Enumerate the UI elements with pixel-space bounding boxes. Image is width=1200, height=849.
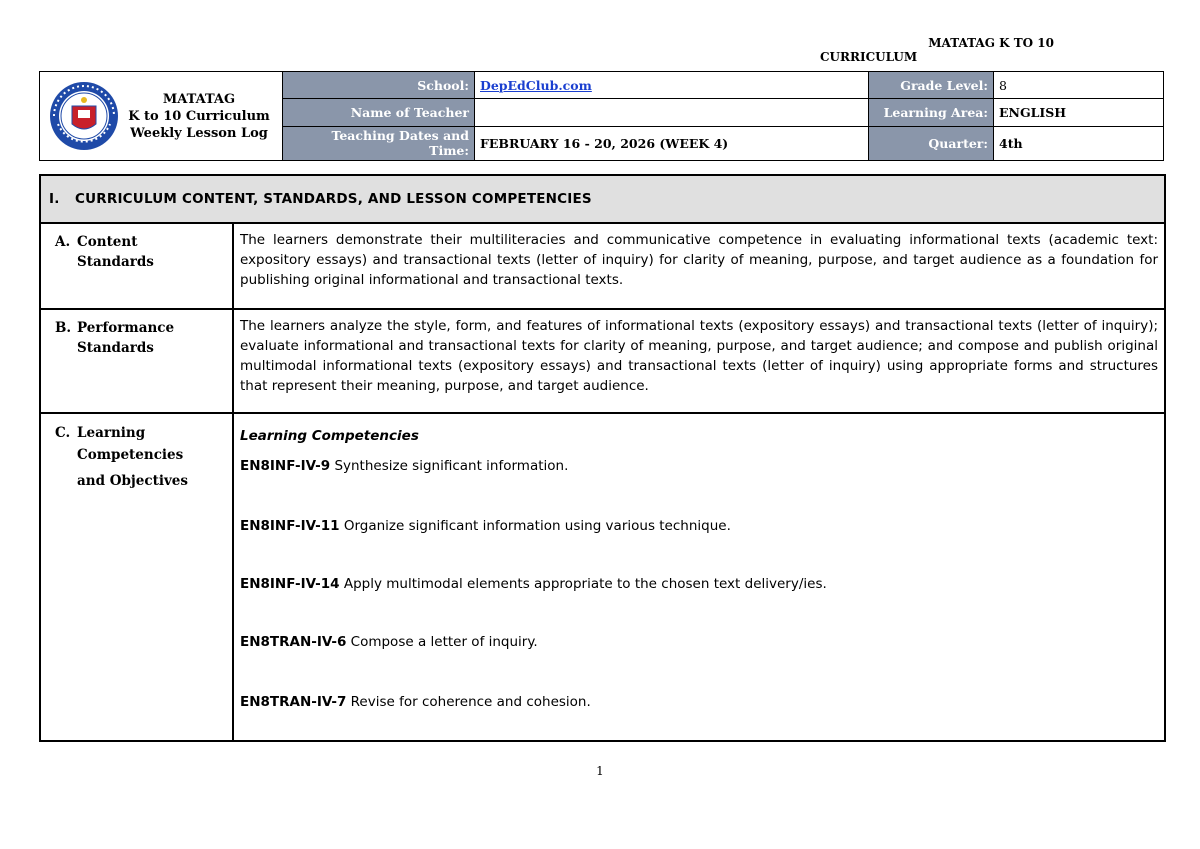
logo-title-block: [120, 91, 278, 142]
competency-item: [240, 574, 1158, 594]
logo-cell: [40, 72, 283, 161]
section-title: [40, 175, 1165, 223]
curriculum-header: [820, 36, 1060, 64]
content-standards-letter: A.: [55, 234, 71, 250]
competency-text: Apply multimodal elements appropriate to the chosen text delivery/ies.: [343, 576, 827, 592]
quarter-label: Quarter:: [869, 126, 994, 160]
performance-standards-letter: B.: [55, 320, 72, 336]
performance-standards-label: [40, 309, 233, 413]
learning-competencies-label-1: Learning: [77, 425, 146, 441]
content-standards-label-2: Standards: [77, 254, 154, 270]
school-value: [475, 72, 869, 99]
school-link[interactable]: DepEdClub.com: [480, 77, 592, 93]
teacher-value: [475, 99, 869, 126]
competency-text: Compose a letter of inquiry.: [350, 634, 538, 650]
competency-code: EN8INF-IV-14: [240, 576, 340, 592]
learning-competencies-letter: C.: [55, 425, 71, 441]
performance-standards-text: The learners analyze the style, form, and features of informational texts (expository essays) and transactional texts (letter of inquiry); evaluate informational and transactional texts for clarity of meaning, purpose, and target audience; and compose and publish original multimodal informational texts (expository essays) and transactional texts (letter of inquiry) using appropriate forms and structures that represent their meaning, purpose, and target audience.: [233, 309, 1165, 413]
competency-text: Revise for coherence and cohesion.: [350, 694, 591, 710]
logo-title: MATATAG: [162, 91, 236, 107]
page-number: 1: [596, 764, 604, 778]
competency-code: EN8TRAN-IV-6: [240, 634, 347, 650]
competency-text: Organize significant information using various technique.: [343, 518, 731, 534]
teaching-dates-label: Teaching Dates and Time:: [283, 126, 475, 160]
content-standards-text: The learners demonstrate their multiliteracies and communicative competence in evaluating informational texts (academic text: expository essays) and transactional texts (letter of inquiry) for clarity of meaning, purpose, and target audience as a foundation for publishing original informational and transactional texts.: [233, 223, 1165, 309]
school-label: School:: [283, 72, 475, 99]
section-number: I.: [49, 191, 60, 207]
competency-item: [240, 456, 1158, 476]
learning-area-label: Learning Area:: [869, 99, 994, 126]
grade-level-value: 8: [994, 72, 1164, 99]
competency-text: Synthesize significant information.: [334, 458, 569, 474]
learning-competencies-title: Learning Competencies: [240, 428, 419, 444]
learning-competencies-label: [40, 413, 233, 741]
curriculum-header-line2: CURRICULUM: [820, 50, 918, 64]
logo-subtitle-1: K to 10 Curriculum: [128, 108, 270, 124]
competency-item: [240, 632, 1158, 652]
curriculum-table: [39, 174, 1166, 742]
grade-level-label: Grade Level:: [869, 72, 994, 99]
quarter-value: 4th: [994, 126, 1164, 160]
performance-standards-label-1: Performance: [77, 320, 175, 336]
competency-code: EN8TRAN-IV-7: [240, 694, 347, 710]
teacher-label: Name of Teacher: [283, 99, 475, 126]
learning-competencies-content: [233, 413, 1165, 741]
competency-item: [240, 692, 1158, 712]
deped-seal-icon: [48, 80, 120, 152]
performance-standards-label-2: Standards: [77, 340, 154, 356]
logo-subtitle-2: Weekly Lesson Log: [130, 125, 268, 141]
lesson-info-table: [39, 71, 1164, 161]
competency-code: EN8INF-IV-9: [240, 458, 331, 474]
teaching-dates-value: FEBRUARY 16 - 20, 2026 (WEEK 4): [475, 126, 869, 160]
competency-code: EN8INF-IV-11: [240, 518, 340, 534]
competency-item: [240, 516, 1158, 536]
learning-competencies-label-3: and Objectives: [77, 473, 188, 489]
section-title-text: CURRICULUM CONTENT, STANDARDS, AND LESSON COMPETENCIES: [75, 191, 592, 207]
content-standards-label-1: Content: [77, 234, 138, 250]
curriculum-header-line1: MATATAG K TO 10: [928, 36, 1054, 50]
learning-competencies-label-2: Competencies: [77, 447, 184, 463]
content-standards-label: [40, 223, 233, 309]
learning-area-value: ENGLISH: [994, 99, 1164, 126]
